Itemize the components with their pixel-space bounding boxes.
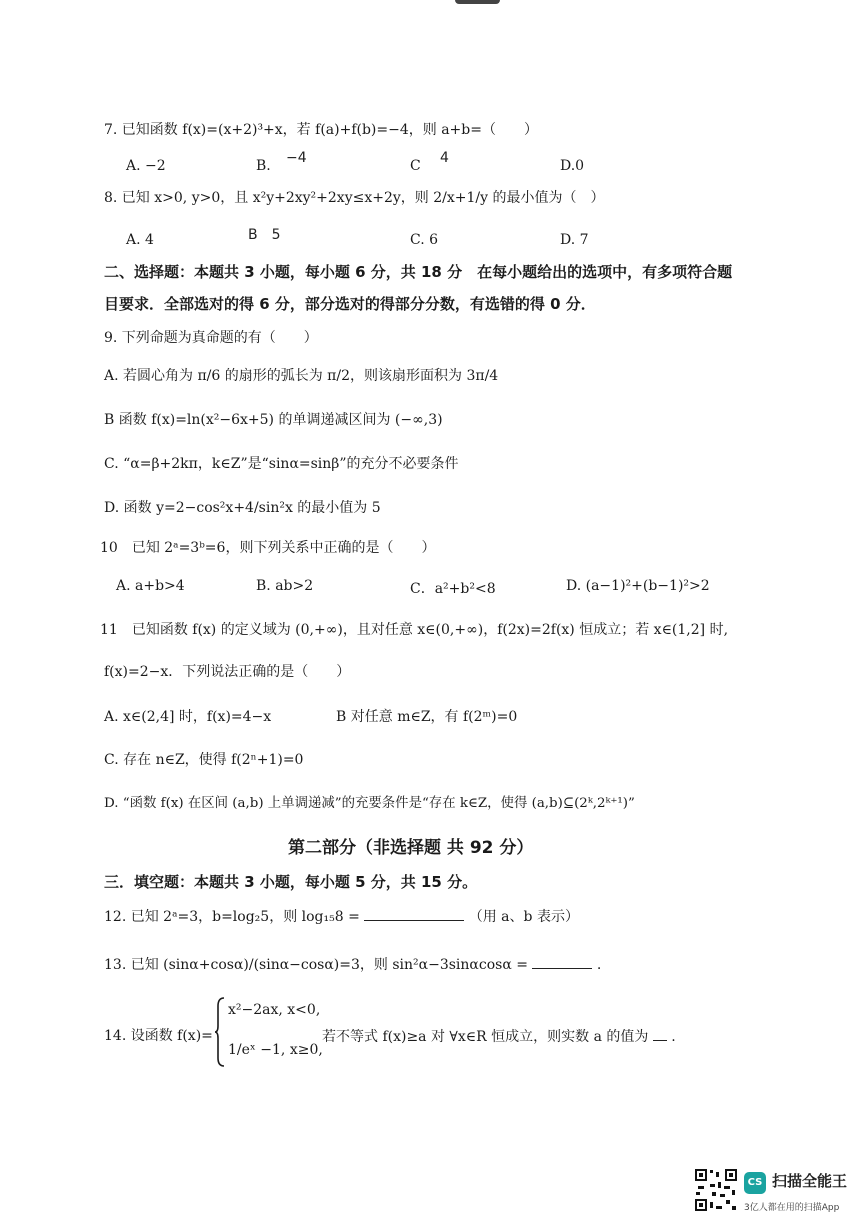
brand-tagline: 3亿人都在用的扫描App bbox=[744, 1203, 840, 1213]
q8-option-c: C. 6 bbox=[410, 232, 439, 248]
q10-option-c: C．a²+b²<8 bbox=[410, 581, 496, 597]
q12-stem-text: 12. 已知 2ᵃ=3，b=log₂5，则 log₁₅8 = bbox=[104, 909, 360, 925]
q14-brace-icon bbox=[214, 996, 226, 1068]
section3-heading: 三．填空题：本题共 3 小题，每小题 5 分，共 15 分。 bbox=[104, 873, 478, 891]
q7-option-b-handwriting: −4 bbox=[286, 150, 307, 166]
q8-option-b-handwriting: B 5 bbox=[248, 227, 281, 243]
q9-option-a: A. 若圆心角为 π/6 的扇形的弧长为 π/2，则该扇形面积为 3π/4 bbox=[104, 368, 499, 384]
q9-option-d: D. 函数 y=2−cos²x+4/sin²x 的最小值为 5 bbox=[104, 500, 381, 516]
section2-heading-line2: 目要求．全部选对的得 6 分，部分选对的得部分分数，有选错的得 0 分． bbox=[104, 295, 596, 313]
qr-code-icon bbox=[694, 1168, 738, 1212]
q10-option-d: D. (a−1)²+(b−1)²>2 bbox=[566, 578, 710, 594]
q14-stem-suffix: 若不等式 f(x)≥a 对 ∀x∈R 恒成立，则实数 a 的值为 . bbox=[322, 1026, 676, 1047]
q11-stem-line1: 11 已知函数 f(x) 的定义域为 (0,+∞)，且对任意 x∈(0,+∞)，f(2x)=2f(x) 恒成立；若 x∈(1,2] 时, bbox=[100, 622, 729, 638]
q7-option-b: B. bbox=[256, 158, 271, 174]
q9-stem: 9. 下列命题为真命题的有（ ） bbox=[104, 330, 318, 346]
q10-option-b: B. ab>2 bbox=[256, 578, 314, 594]
q11-option-d: D. “函数 f(x) 在区间 (a,b) 上单调递减”的充要条件是“存在 k∈Z，使得 (a,b)⊆(2ᵏ,2ᵏ⁺¹)” bbox=[104, 796, 635, 811]
q12-stem bbox=[104, 906, 579, 927]
q13-stem bbox=[104, 954, 601, 975]
camscanner-logo-icon: CS bbox=[744, 1172, 766, 1194]
part2-title: 第二部分（非选择题 共 92 分） bbox=[288, 838, 534, 858]
q8-option-d: D. 7 bbox=[560, 232, 589, 248]
q14-stem-text: 若不等式 f(x)≥a 对 ∀x∈R 恒成立，则实数 a 的值为 bbox=[322, 1029, 649, 1045]
scanner-watermark bbox=[694, 1168, 854, 1218]
q7-option-a: A. −2 bbox=[126, 158, 166, 174]
q14-case1: x²−2ax, x<0, bbox=[228, 1002, 321, 1018]
q10-option-a: A. a+b>4 bbox=[116, 578, 185, 594]
q14-stem-prefix: 14. 设函数 f(x)= bbox=[104, 1028, 213, 1044]
q7-option-c-handwriting: 4 bbox=[440, 150, 449, 166]
q7-option-d: D.0 bbox=[560, 158, 585, 174]
q7-option-c: C bbox=[410, 158, 421, 174]
q11-stem-line2: f(x)=2−x．下列说法正确的是（ ） bbox=[104, 664, 351, 680]
q14-answer-blank[interactable] bbox=[653, 1026, 667, 1041]
q9-option-b: B 函数 f(x)=ln(x²−6x+5) 的单调递减区间为 (−∞,3) bbox=[104, 412, 443, 428]
q11-option-c: C. 存在 n∈Z，使得 f(2ⁿ+1)=0 bbox=[104, 752, 304, 768]
q7-stem: 7. 已知函数 f(x)=(x+2)³+x，若 f(a)+f(b)=−4，则 a+b=（ ） bbox=[104, 122, 538, 138]
q9-option-c: C. “α=β+2kπ，k∈Z”是“sinα=sinβ”的充分不必要条件 bbox=[104, 456, 459, 472]
q11-option-a: A. x∈(2,4] 时，f(x)=4−x bbox=[104, 709, 272, 725]
q8-stem: 8. 已知 x>0, y>0，且 x²y+2xy²+2xy≤x+2y，则 2/x+1/y 的最小值为（ ） bbox=[104, 190, 605, 206]
q12-hint: （用 a、b 表示） bbox=[468, 909, 579, 925]
q13-answer-blank[interactable] bbox=[532, 954, 592, 969]
q12-answer-blank[interactable] bbox=[364, 906, 464, 921]
q11-option-b: B 对任意 m∈Z，有 f(2ᵐ)=0 bbox=[336, 709, 518, 725]
q14-case2: 1/eˣ −1, x≥0, bbox=[228, 1042, 323, 1058]
q13-period: . bbox=[596, 957, 602, 973]
brand-name: 扫描全能王 bbox=[772, 1172, 848, 1190]
q8-option-a: A. 4 bbox=[126, 232, 154, 248]
q10-stem: 10 已知 2ᵃ=3ᵇ=6，则下列关系中正确的是（ ） bbox=[100, 540, 436, 556]
q13-stem-text: 13. 已知 (sinα+cosα)/(sinα−cosα)=3，则 sin²α−3sinαcosα = bbox=[104, 957, 528, 973]
scan-edge-mark bbox=[455, 0, 500, 4]
section2-heading-line1: 二、选择题：本题共 3 小题，每小题 6 分，共 18 分 在每小题给出的选项中，有多项符合题 bbox=[104, 263, 733, 281]
